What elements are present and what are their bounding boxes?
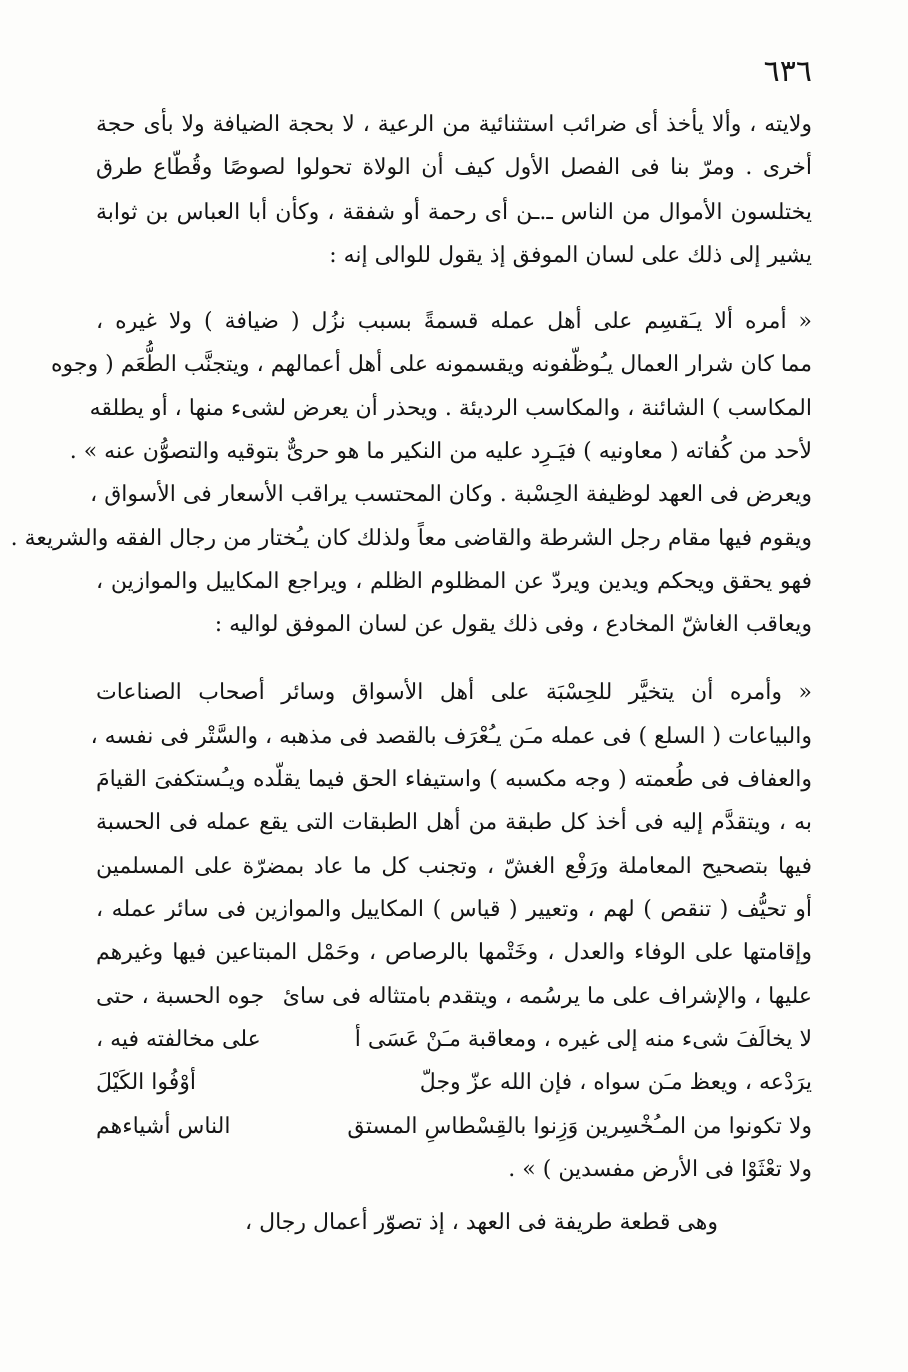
quote-line: به ، ويتقدَّم إليه فى أخذ كل طبقة من أهل الطبقات التى يقع عمله فى الحسبة	[96, 810, 812, 835]
margin-note: جوه الحسبة ، حتى	[96, 984, 265, 1009]
quote-line: عليها ، والإشراف على ما يرسُمه ، ويتقدم بامتثاله فى سائ	[282, 984, 812, 1009]
margin-note: الناس أشياءهم	[96, 1114, 231, 1139]
quote-line: ولا تعْثَوْا فى الأرض مفسدين ) » .	[508, 1157, 812, 1182]
quote-line: مما كان شرار العمال يـُوظّفونه ويقسمونه على أهل أعمالهم ، ويتجنَّب الطُّعَم ( وجوه	[51, 352, 812, 377]
quote-line: فيها بتصحيح المعاملة ورَفْع الغشّ ، وتجنب كل ما عاد بمضرّة على المسلمين	[96, 854, 812, 879]
margin-note: أوْفُوا الكَيْلَ	[96, 1070, 196, 1095]
text-line: ويعاقب الغاشّ المخادع ، وفى ذلك يقول عن لسان الموفق لواليه :	[214, 612, 812, 637]
text-line: ويعرض فى العهد لوظيفة الحِسْبة . وكان المحتسب يراقب الأسعار فى الأسواق ،	[90, 482, 812, 507]
text-line: ويقوم فيها مقام رجل الشرطة والقاضى معاً ولذلك كان يـُختار من رجال الفقه والشريعة .	[10, 526, 812, 551]
quote-line: ولا تكونوا من المـُخْسِرين وَزِنوا بالقِسْطاسِ المستق	[347, 1114, 812, 1139]
text-line: أخرى . ومرّ بنا فى الفصل الأول كيف أن الولاة تحولوا لصوصًا وقُطّاع طرق	[96, 155, 812, 180]
margin-note: على مخالفته فيه ،	[96, 1027, 261, 1052]
page-number: ٦٣٦	[763, 54, 812, 89]
quote-line: أو تحيُّف ( تنقص ) لهم ، وتعيير ( قياس ) المكاييل والموازين فى سائر عمله ،	[96, 897, 812, 922]
quote-line: المكاسب ) الشائنة ، والمكاسب الرديئة . ويحذر أن يعرض لشىء منها ، أو يطلقه	[89, 396, 812, 421]
text-line: ولايته ، وألا يأخذ أى ضرائب استثنائية من الرعية ، لا بحجة الضيافة ولا بأى حجة	[96, 112, 812, 137]
quote-line: وإقامتها على الوفاء والعدل ، وخَتْمها بالرصاص ، وحَمْل المبتاعين فيها وغيرهم	[96, 940, 812, 965]
quote-line: والعفاف فى طُعمته ( وجه مكسبه ) واستيفاء الحق فيما يقلّده ويـُستكفىَ القيامَ	[96, 767, 812, 792]
text-line: يشير إلى ذلك على لسان الموفق إذ يقول للوالى إنه :	[329, 243, 812, 268]
quote-line: لا يخالَفَ شىء منه إلى غيره ، ومعاقبة مـَنْ عَسَى أ	[354, 1027, 812, 1052]
text-line: وهى قطعة طريفة فى العهد ، إذ تصوّر أعمال رجال ،	[245, 1210, 718, 1235]
text-line: فهو يحقق ويحكم ويدين ويردّ عن المظلوم الظلم ، ويراجع المكاييل والموازين ،	[96, 569, 812, 594]
quote-line: « وأمره أن يتخيَّر للحِسْبَة على أهل الأسواق وسائر أصحاب الصناعات	[96, 680, 812, 705]
quote-line: يرَدْعه ، ويعظ مـَن سواه ، فإن الله عزّ وجلّ	[419, 1070, 812, 1095]
quote-line: « أمره ألا يـَقسِم على أهل عمله قسمةً بسبب نزُل ( ضيافة ) ولا غيره ،	[96, 309, 812, 334]
quote-line: لأحد من كُفاته ( معاونيه ) فيَـرِد عليه من النكير ما هو حرىٌّ بتوقيه والتصوُّن عنه » .	[69, 439, 812, 464]
quote-line: والبياعات ( السلع ) فى عمله مـَن يـُعْرَف بالقصد فى مذهبه ، والسَّتْر فى نفسه ،	[90, 724, 812, 749]
text-line: يختلسون الأموال من الناس ـ.ـن أى رحمة أو شفقة ، وكأن أبا العباس بن ثوابة	[96, 200, 812, 225]
